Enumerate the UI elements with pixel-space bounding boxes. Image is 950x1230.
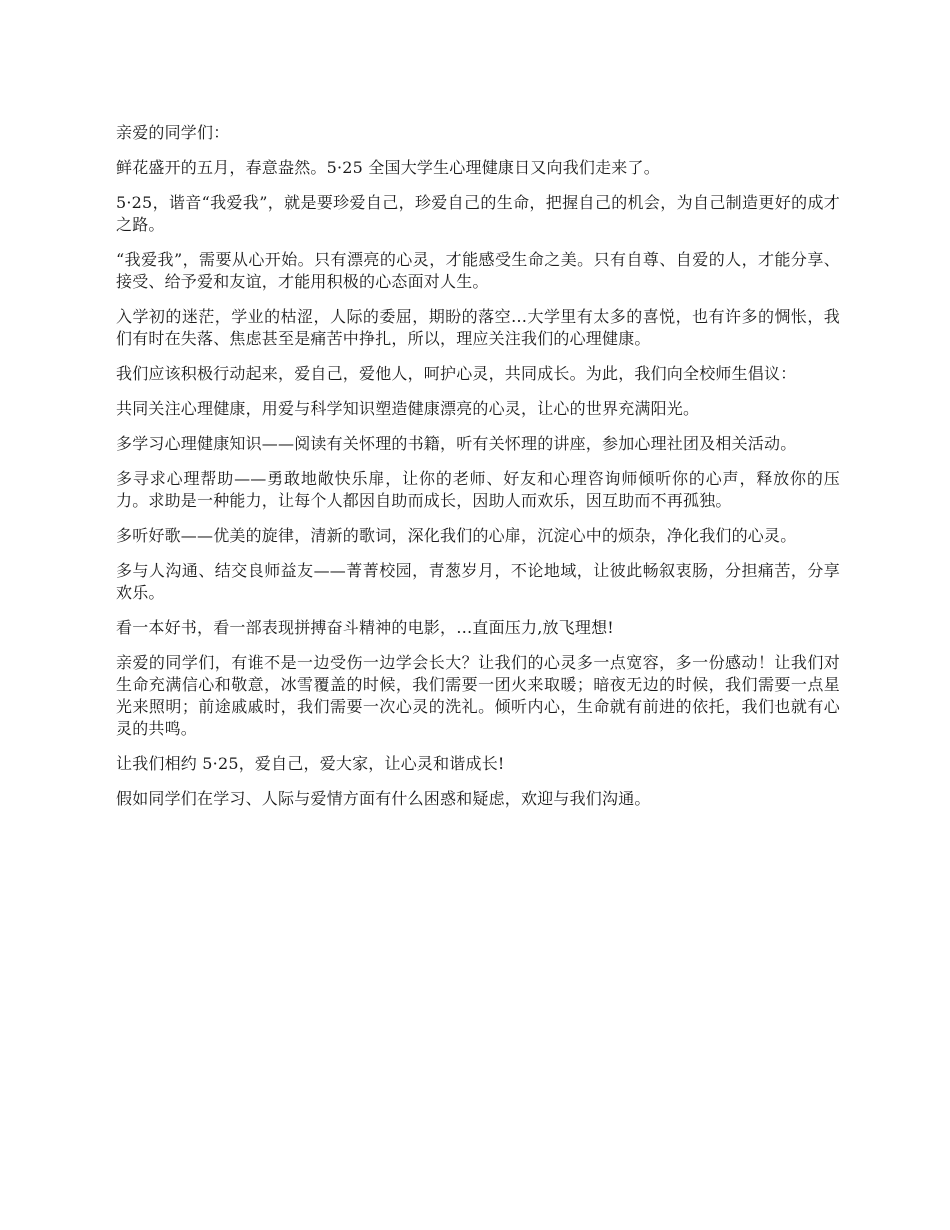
paragraph-encouragement: 亲爱的同学们，有谁不是一边受伤一边学会长大？让我们的心灵多一点宽容，多一份感动！让我们对生命充满信心和敬意，冰雪覆盖的时候，我们需要一团火来取暖；暗夜无边的时候，我们需要一点星光来照明；前途戚戚时，我们需要一次心灵的洗礼。倾听内心，生命就有前进的依托，我们也就有心灵的共鸣。 xyxy=(116,653,840,738)
salutation: 亲爱的同学们： xyxy=(116,123,230,142)
paragraph-meaning: 5·25，谐音“我爱我”，就是要珍爱自己，珍爱自己的生命，把握自己的机会，为自己制造更好的成才之路。 xyxy=(116,193,840,234)
paragraph-proposal-6: 看一本好书，看一部表现拼搏奋斗精神的电影，…直面压力,放飞理想! xyxy=(116,618,614,637)
paragraph-call-to-action: 我们应该积极行动起来，爱自己，爱他人，呵护心灵，共同成长。为此，我们向全校师生倡议： xyxy=(116,364,797,383)
paragraph-love-self: “我爱我”，需要从心开始。只有漂亮的心灵，才能感受生命之美。只有自尊、自爱的人，才能分享、接受、给予爱和友谊，才能用积极的心态面对人生。 xyxy=(116,250,840,291)
paragraph-proposal-2: 多学习心理健康知识——阅读有关怀理的书籍，听有关怀理的讲座，参加心理社团及相关活动。 xyxy=(116,434,797,453)
paragraph-invitation: 让我们相约 5·25，爱自己，爱大家，让心灵和谐成长! xyxy=(116,754,505,773)
paragraph-contact: 假如同学们在学习、人际与爱情方面有什么困惑和疑虑，欢迎与我们沟通。 xyxy=(116,789,651,808)
paragraph-proposal-5: 多与人沟通、结交良师益友——菁菁校园，青葱岁月，不论地域，让彼此畅叙衷肠，分担痛苦，分享欢乐。 xyxy=(116,561,840,602)
paragraph-proposal-4: 多听好歌——优美的旋律，清新的歌词，深化我们的心扉，沉淀心中的烦杂，净化我们的心灵。 xyxy=(116,526,797,545)
paragraph-intro: 鲜花盛开的五月，春意盎然。5·25 全国大学生心理健康日又向我们走来了。 xyxy=(116,158,660,177)
paragraph-proposal-3: 多寻求心理帮助——勇敢地敞快乐扉，让你的老师、好友和心理咨询师倾听你的心声，释放你的压力。求助是一种能力，让每个人都因自助而成长，因助人而欢乐，因互助而不再孤独。 xyxy=(116,469,840,510)
paragraph-proposal-1: 共同关注心理健康，用爱与科学知识塑造健康漂亮的心灵，让心的世界充满阳光。 xyxy=(116,399,700,418)
paragraph-challenges: 入学初的迷茫，学业的枯涩，人际的委屈，期盼的落空…大学里有太多的喜悦，也有许多的惆怅，我们有时在失落、焦虑甚至是痛苦中挣扎，所以，理应关注我们的心理健康。 xyxy=(116,307,840,348)
document-body xyxy=(116,122,840,823)
